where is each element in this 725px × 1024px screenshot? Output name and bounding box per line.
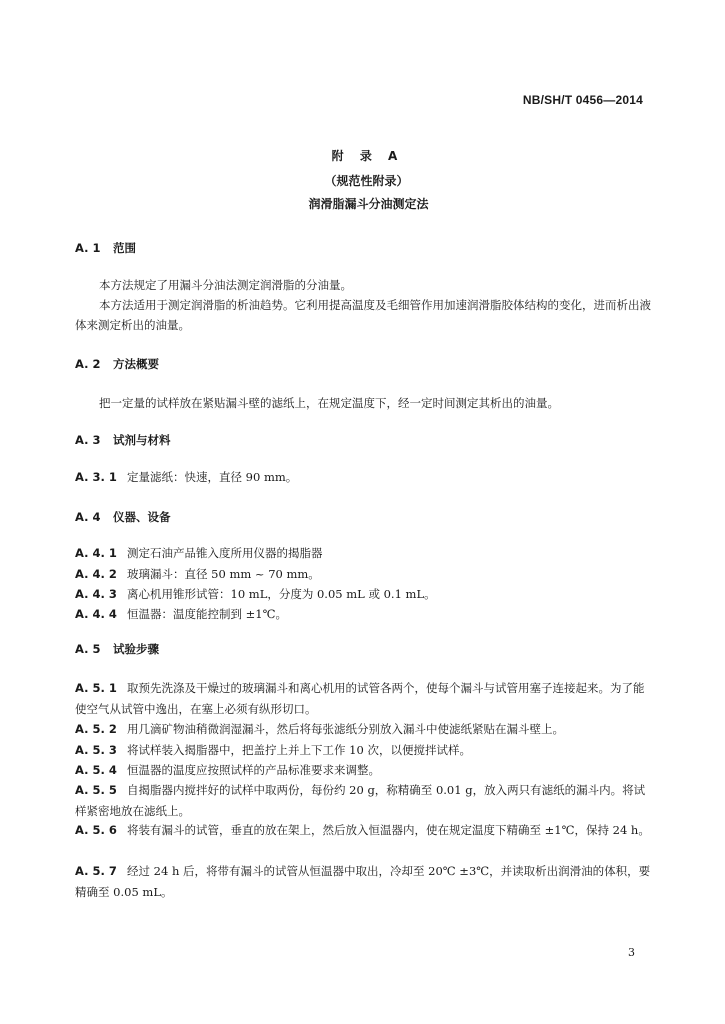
- clause-text: 测定石油产品锥入度所用仪器的揭脂器: [127, 546, 323, 560]
- clause-number: A. 5. 2: [75, 722, 117, 736]
- section-title: 试剂与材料: [113, 433, 171, 447]
- clause-number: A. 4. 2: [75, 567, 117, 581]
- standard-number: NB/SH/T 0456—2014: [522, 93, 643, 107]
- clause-number: A. 5. 7: [75, 864, 117, 878]
- clause-number: A. 5. 4: [75, 763, 117, 777]
- annex-name: 润滑脂漏斗分油测定法: [308, 197, 429, 211]
- section-heading-a3: [75, 432, 171, 448]
- clause-a3-1: [75, 467, 653, 488]
- clause-a5-5: [75, 780, 653, 821]
- clause-text: 恒温器的温度应按照试样的产品标准要求来调整。: [127, 763, 380, 777]
- clause-text: 将装有漏斗的试管，垂直的放在架上，然后放入恒温器内，使在规定温度下精确至 ±1℃，保持 24 h。: [127, 823, 650, 837]
- section-heading-a1: [75, 240, 136, 256]
- page-number: 3: [628, 946, 635, 959]
- clause-text: 经过 24 h 后，将带有漏斗的试管从恒温器中取出，冷却至 20℃ ±3℃，并读取析出润滑油的体积，要精确至 0.05 mL。: [75, 864, 651, 899]
- section-heading-a4: [75, 509, 171, 525]
- section-title: 试验步骤: [113, 642, 159, 656]
- clause-a4-1: [75, 543, 653, 564]
- clause-a5-4: [75, 760, 653, 781]
- clause-a5-7: [75, 861, 653, 902]
- clause-number: A. 3. 1: [75, 470, 117, 484]
- section-number: A. 4: [75, 510, 101, 524]
- clause-text: 自揭脂器内搅拌好的试样中取两份，每份约 20 g，称精确至 0.01 g，放入两只有滤纸的漏斗内。将试样紧密地放在滤纸上。: [75, 783, 646, 818]
- clause-a4-2: [75, 564, 653, 585]
- section-heading-a2: [75, 356, 159, 372]
- section-number: A. 2: [75, 357, 101, 371]
- clause-text: 玻璃漏斗：直径 50 mm ~ 70 mm。: [127, 567, 320, 581]
- paragraph: 本方法适用于测定润滑脂的析油趋势。它利用提高温度及毛细管作用加速润滑脂胶体结构的变化，进而析出液体来测定析出的油量。: [75, 298, 651, 332]
- clause-number: A. 5. 6: [75, 823, 117, 837]
- section-heading-a5: [75, 641, 159, 657]
- section-title: 仪器、设备: [113, 510, 171, 524]
- clause-a5-6: [75, 820, 653, 841]
- clause-a4-3: [75, 584, 653, 605]
- clause-number: A. 4. 4: [75, 607, 117, 621]
- clause-number: A. 5. 1: [75, 681, 117, 695]
- clause-text: 将试样装入揭脂器中，把盖拧上并上下工作 10 次，以便搅拌试样。: [127, 743, 471, 757]
- clause-number: A. 4. 3: [75, 587, 117, 601]
- section-number: A. 5: [75, 642, 101, 656]
- annex-header: [0, 147, 725, 212]
- clause-number: A. 5. 5: [75, 783, 117, 797]
- section-number: A. 1: [75, 241, 101, 255]
- clause-text: 恒温器：温度能控制到 ±1℃。: [127, 607, 287, 621]
- annex-type: （规范性附录）: [324, 174, 409, 188]
- paragraph: 本方法规定了用漏斗分油法测定润滑脂的分油量。: [99, 278, 352, 292]
- clause-number: A. 5. 3: [75, 743, 117, 757]
- clause-a5-3: [75, 740, 653, 761]
- clause-text: 定量滤纸：快速，直径 90 mm。: [127, 470, 298, 484]
- clause-a5-2: [75, 719, 653, 740]
- section-title: 方法概要: [113, 357, 159, 371]
- clause-a5-1: [75, 678, 653, 719]
- annex-title: 附 录 A: [331, 149, 404, 163]
- section-number: A. 3: [75, 433, 101, 447]
- clause-text: 离心机用锥形试管：10 mL，分度为 0.05 mL 或 0.1 mL。: [127, 587, 436, 601]
- clause-text: 取预先洗涤及干燥过的玻璃漏斗和离心机用的试管各两个，使每个漏斗与试管用塞子连接起来。为了能使空气从试管中逸出，在塞上必须有纵形切口。: [75, 681, 645, 716]
- clause-a4-4: [75, 604, 653, 625]
- clause-text: 用几滴矿物油稍微润湿漏斗，然后将每张滤纸分别放入漏斗中使滤纸紧贴在漏斗壁上。: [127, 722, 564, 736]
- section-title: 范围: [113, 241, 136, 255]
- paragraph: 把一定量的试样放在紧贴漏斗壁的滤纸上，在规定温度下，经一定时间测定其析出的油量。: [99, 396, 559, 410]
- clause-number: A. 4. 1: [75, 546, 117, 560]
